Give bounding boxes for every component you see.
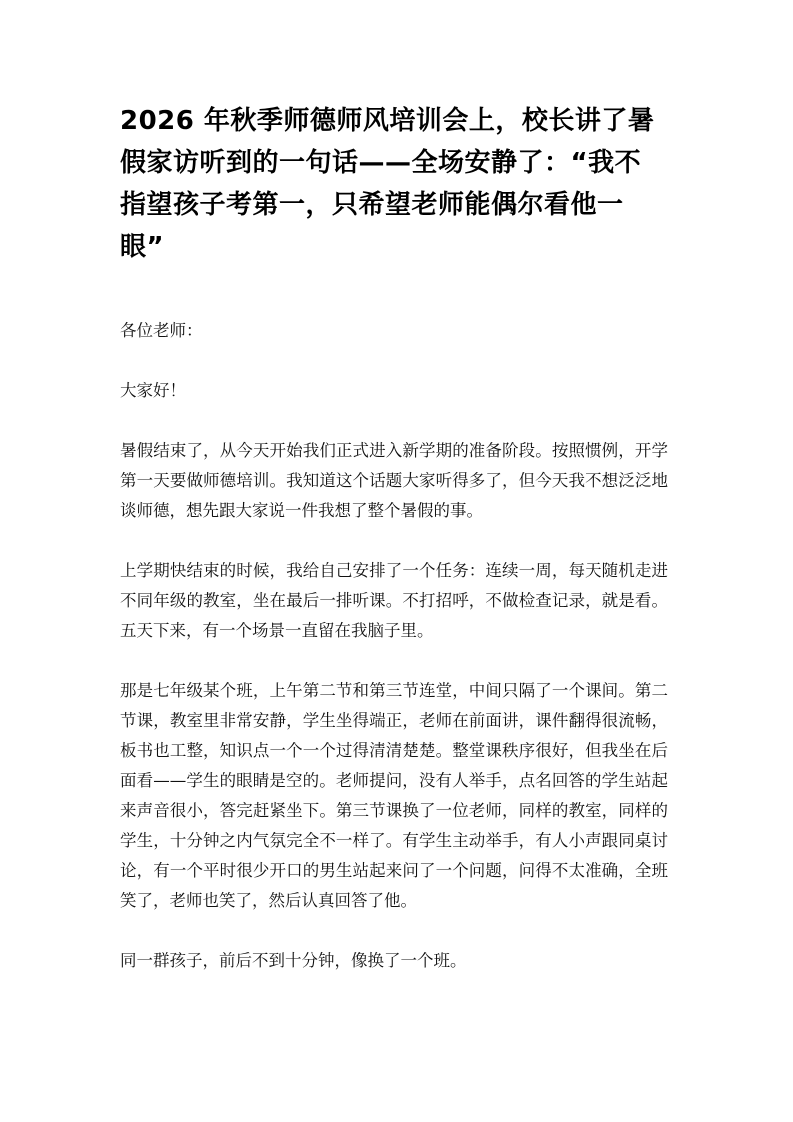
body-paragraph: 同一群孩子，前后不到十分钟，像换了一个班。	[120, 951, 467, 970]
body-paragraph: 上学期快结束的时候，我给自己安排了一个任务：连续一周，每天随机走进不同年级的教室，坐在最后一排听课。不打招呼，不做检查记录，就是看。五天下来，有一个场景一直留在我脑子里。	[120, 561, 668, 640]
greeting: 大家好！	[120, 381, 186, 400]
document-title: 2026 年秋季师德师风培训会上，校长讲了暑假家访听到的一句话——全场安静了：“我不指望孩子考第一，只希望老师能偶尔看他一眼”	[120, 106, 655, 262]
body-paragraph: 那是七年级某个班，上午第二节和第三节连堂，中间只隔了一个课间。第二节课，教室里非常安静，学生坐得端正，老师在前面讲，课件翻得很流畅，板书也工整，知识点一个一个过得清清楚楚。整堂课秩序很好，但我坐在后面看——学生的眼睛是空的。老师提问，没有人举手，点名回答的学生站起来声音很小，答完赶紧坐下。第三节课换了一位老师，同样的教室，同样的学生，十分钟之内气氛完全不一样了。有学生主动举手，有人小声跟同桌讨论，有一个平时很少开口的男生站起来问了一个问题，问得不太准确，全班笑了，老师也笑了，然后认真回答了他。	[120, 681, 668, 910]
document-body	[120, 316, 668, 1006]
body-paragraph: 暑假结束了，从今天开始我们正式进入新学期的准备阶段。按照惯例，开学第一天要做师德培训。我知道这个话题大家听得多了，但今天我不想泛泛地谈师德，想先跟大家说一件我想了整个暑假的事。	[120, 441, 668, 520]
salutation: 各位老师：	[120, 321, 203, 340]
